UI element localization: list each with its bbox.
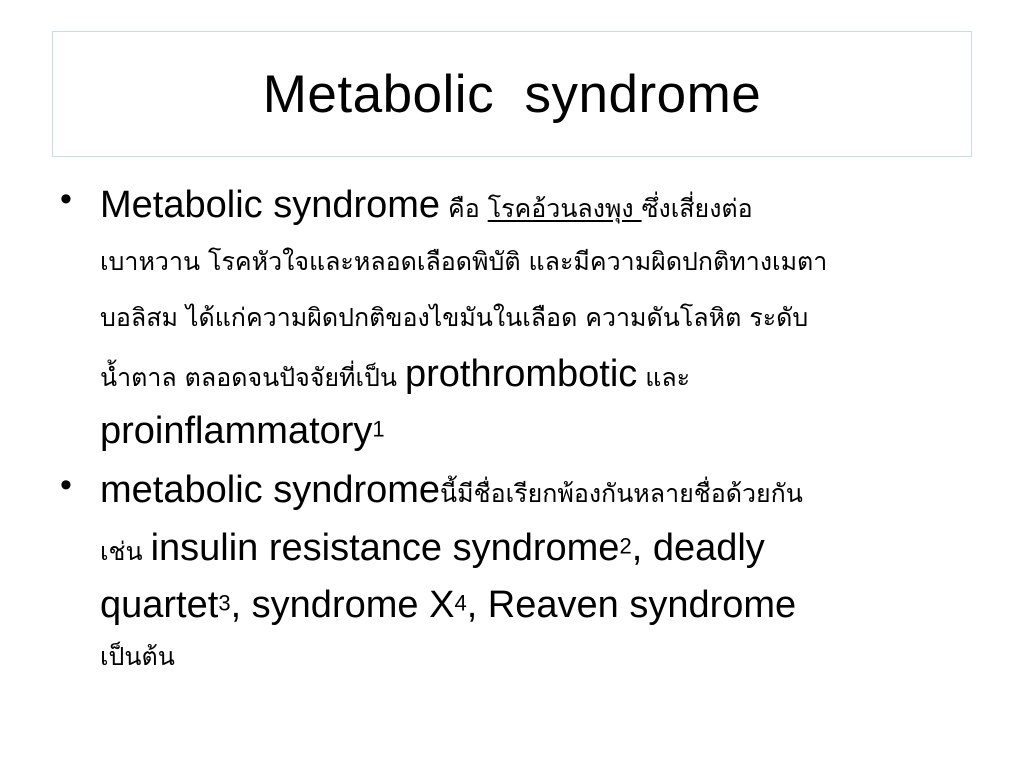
thai-text: นี้มีชื่อเรียกพ้องกันหลายชื่อด้วยกัน [440,479,803,508]
term-metabolic-syndrome: Metabolic syndrome [100,184,441,226]
term-proinflammatory: proinflammatory [100,410,373,452]
term-metabolic-syndrome: metabolic syndrome [100,469,441,511]
term-deadly: , deadly [631,527,765,569]
text-line [100,290,958,346]
thai-text: และ [637,363,691,392]
bullet-item-1 [58,176,958,460]
thai-text: เป็นต้น [100,642,175,671]
thai-text: คือ [440,194,488,223]
term-prothrombotic: prothrombotic [404,353,638,395]
bullet-marker: • [60,466,72,504]
reference-superscript: 1 [372,416,385,442]
text-line [100,402,958,460]
term-insulin-resistance-syndrome: insulin resistance syndrome [150,527,620,569]
slide-title: Metabolic syndrome [262,64,762,124]
reference-superscript: 2 [619,533,632,559]
term-syndrome-x: , syndrome X [230,584,455,626]
reference-superscript: 3 [218,590,231,616]
text-line [100,520,958,576]
text-line [100,234,958,290]
thai-text: ซึ่งเสี่ยงต่อ [641,194,753,223]
reference-superscript: 4 [454,590,467,616]
thai-text: เบาหวาน โรคหัวใจและหลอดเลือดพิบัติ และมีความผิดปกติทางเมตา [100,247,828,276]
thai-text: น้ำตาล ตลอดจนปัจจัยที่เป็น [100,363,405,392]
text-line [100,176,958,234]
title-placeholder [52,31,972,157]
bullet-list [58,176,958,680]
text-line [100,576,958,634]
term-reaven-syndrome: , Reaven syndrome [466,584,797,626]
underlined-thai-term: โรคอ้วนลงพุง [487,194,642,223]
thai-text: บอลิสม ได้แก่ความผิดปกติของไขมันในเลือด ความดันโลหิต ระดับ [100,303,809,332]
text-line [100,634,958,680]
text-line [100,460,958,520]
term-quartet: quartet [100,584,219,626]
text-line [100,346,958,402]
bullet-marker: • [60,180,72,218]
thai-text: เช่น [100,537,151,566]
bullet-item-2 [58,460,958,680]
